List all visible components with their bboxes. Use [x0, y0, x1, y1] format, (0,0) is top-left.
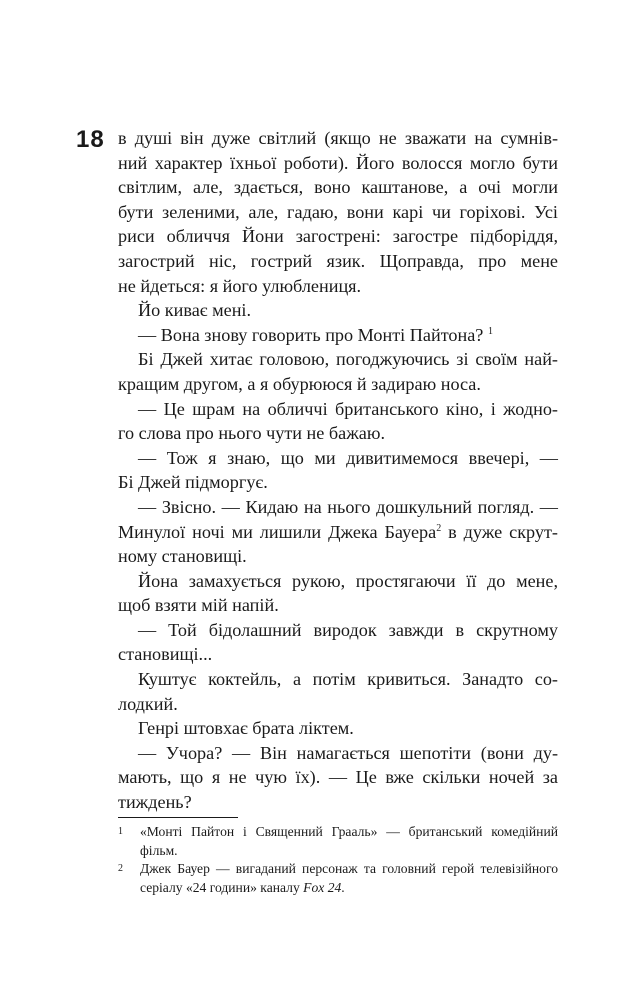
text-line: Генрі штовхає брата ліктем.	[138, 718, 354, 739]
page-number: 18	[76, 126, 105, 153]
footnote-divider	[118, 817, 238, 818]
text-fragment: Минулої ночі ми лишили Джека Бауера	[118, 521, 437, 542]
text-line: Йо киває мені.	[138, 300, 252, 321]
footnotes	[118, 823, 558, 897]
text-line-with-footnote	[118, 323, 558, 348]
text-line: світлим, але, здається, воно каштанове, а очі могли	[118, 177, 558, 198]
text-line: Куштує коктейль, а потім кривиться. Занадто со-	[138, 669, 558, 690]
footnote-ref: 1	[487, 325, 493, 337]
text-line: мають, що я не чую їх). — Це вже скільки ночей за	[118, 767, 558, 788]
text-line: лодкий.	[118, 693, 178, 714]
text-line-with-footnote	[118, 520, 558, 545]
text-fragment: — Вона знову говорить про Монті Пайтона?	[138, 324, 484, 345]
text-line: — Тож я знаю, що ми дивитимемося ввечері, —	[138, 447, 558, 468]
text-line: бути зеленими, але, гадаю, вони карі чи горіхові. Усі	[118, 201, 558, 222]
text-line: Бі Джей хитає головою, погоджуючись зі своїм най-	[138, 349, 558, 370]
text-line: ний характер їхньої роботи). Його волосся могло бути	[118, 152, 558, 173]
text-line: — Учора? — Він намагається шепотіти (вони ду-	[138, 742, 558, 763]
text-line: ному становищі.	[118, 546, 247, 567]
text-line: Бі Джей підморгує.	[118, 472, 268, 493]
footnote-line: фільм.	[140, 842, 178, 858]
text-line: Йона замахується рукою, простягаючи її до мене,	[138, 570, 558, 591]
text-line: го слова про нього чути не бажаю.	[118, 423, 386, 444]
text-line: — Той бідолашний виродок завжди в скрутному	[138, 619, 558, 640]
footnote-channel-name: Fox 24	[303, 879, 342, 895]
text-line: загострий ніс, гострий язик. Щоправда, про мене	[118, 250, 558, 271]
body-text	[118, 126, 558, 815]
text-line: тиждень?	[118, 792, 192, 813]
footnote-number: 1	[118, 826, 123, 837]
footnote	[118, 860, 558, 897]
footnote-text: серіалу «24 години» каналу	[140, 879, 304, 895]
footnote-line: Джек Бауер — вигаданий персонаж та головний герой телевізійного	[140, 861, 558, 876]
text-line: риси обличчя Йони загострені: загостре підборіддя,	[118, 226, 558, 247]
text-line: — Звісно. — Кидаю на нього дошкульний погляд. —	[138, 496, 558, 517]
footnote-line: «Монті Пайтон і Священний Грааль» — британський комедійний	[140, 824, 558, 839]
footnote-text: .	[341, 879, 345, 895]
text-line: щоб взяти мій напій.	[118, 595, 279, 616]
text-fragment: в дуже скрут-	[448, 521, 558, 542]
text-line: становищі...	[118, 644, 213, 665]
footnote-line	[140, 879, 558, 898]
text-line: не йдеться: я його улюблениця.	[118, 275, 362, 296]
text-line: кращим другом, а я обурююся й задираю носа.	[118, 373, 481, 394]
footnote	[118, 823, 558, 860]
text-line: — Це шрам на обличчі британського кіно, і жодно-	[138, 398, 558, 419]
footnote-ref: 2	[436, 522, 442, 534]
footnote-number: 2	[118, 863, 123, 874]
text-line: в душі він дуже світлий (якщо не зважати на сумнів-	[118, 128, 558, 148]
